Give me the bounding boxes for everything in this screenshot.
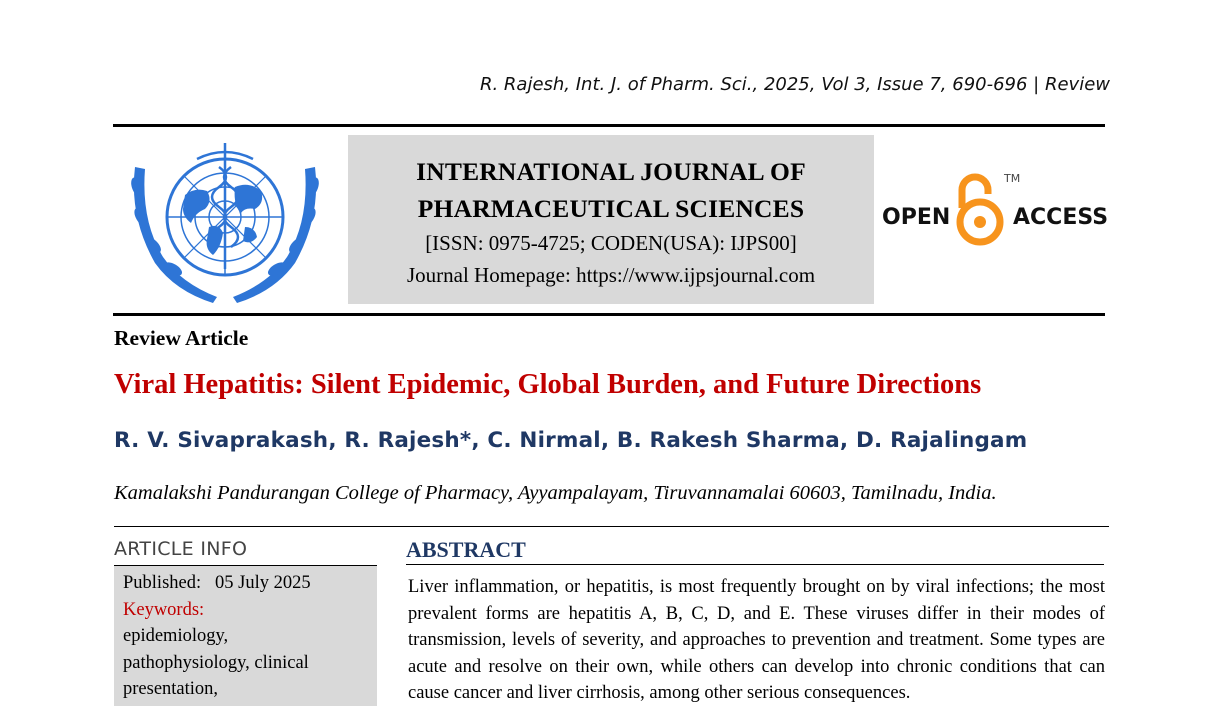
lock-icon [974,216,986,228]
header-top-rule [113,124,1105,127]
keyword-line: pathophysiology, clinical [123,652,309,673]
journal-title-line2: PHARMACEUTICAL SCIENCES [417,194,805,223]
abstract-heading-rule [406,564,1104,565]
journal-emblem-logo [127,137,323,305]
journal-homepage: Journal Homepage: https://www.ijpsjournal.com [406,263,816,287]
journal-issn: [ISSN: 0975-4725; CODEN(USA): IJPS00] [425,231,797,255]
keyword-line: epidemiology, [123,626,229,646]
abstract-heading: ABSTRACT [406,537,526,562]
header-bottom-rule [113,313,1105,316]
open-access-open-text: OPEN [882,205,951,230]
article-info-heading: ARTICLE INFO [114,538,248,560]
section-divider [114,526,1109,527]
article-type: Review Article [114,326,249,350]
published-date: 05 July 2025 [215,573,311,593]
running-head: R. Rajesh, Int. J. of Pharm. Sci., 2025, Vol 3, Issue 7, 690-696 | Review [479,74,1110,95]
affiliation: Kamalakshi Pandurangan College of Pharmacy, Ayyampalayam, Tiruvannamalai 60603, Tamilnadu, India. [114,482,997,504]
keywords-label: Keywords: [123,599,205,620]
author-list: R. V. Sivaprakash, R. Rajesh*, C. Nirmal, B. Rakesh Sharma, D. Rajalingam [114,428,1028,453]
journal-masthead [348,135,874,304]
open-access-logo [880,164,1110,254]
open-access-access-text: ACCESS [1013,205,1109,230]
journal-title-line1: INTERNATIONAL JOURNAL OF [416,157,806,186]
abstract-text: Liver inflammation, or hepatitis, is most frequently brought on by viral infections; the most prevalent forms are hepatitis A, B, C, D, and E. These viruses differ in their modes of transmission, levels of severity, and approaches to prevention and treatment. Some types are acute and resolve on their own, while others can develop into chronic conditions that can cause cancer and liver cirrhosis, among other serious consequences. [408,577,1105,703]
journal-title [348,153,874,227]
keyword-line: presentation, [123,679,219,699]
published-label: Published: [123,573,202,593]
article-title: Viral Hepatitis: Silent Epidemic, Global Burden, and Future Directions [114,369,982,400]
article-info-box [114,565,377,706]
open-access-tm: TM [1004,172,1021,185]
published-row [123,570,377,597]
